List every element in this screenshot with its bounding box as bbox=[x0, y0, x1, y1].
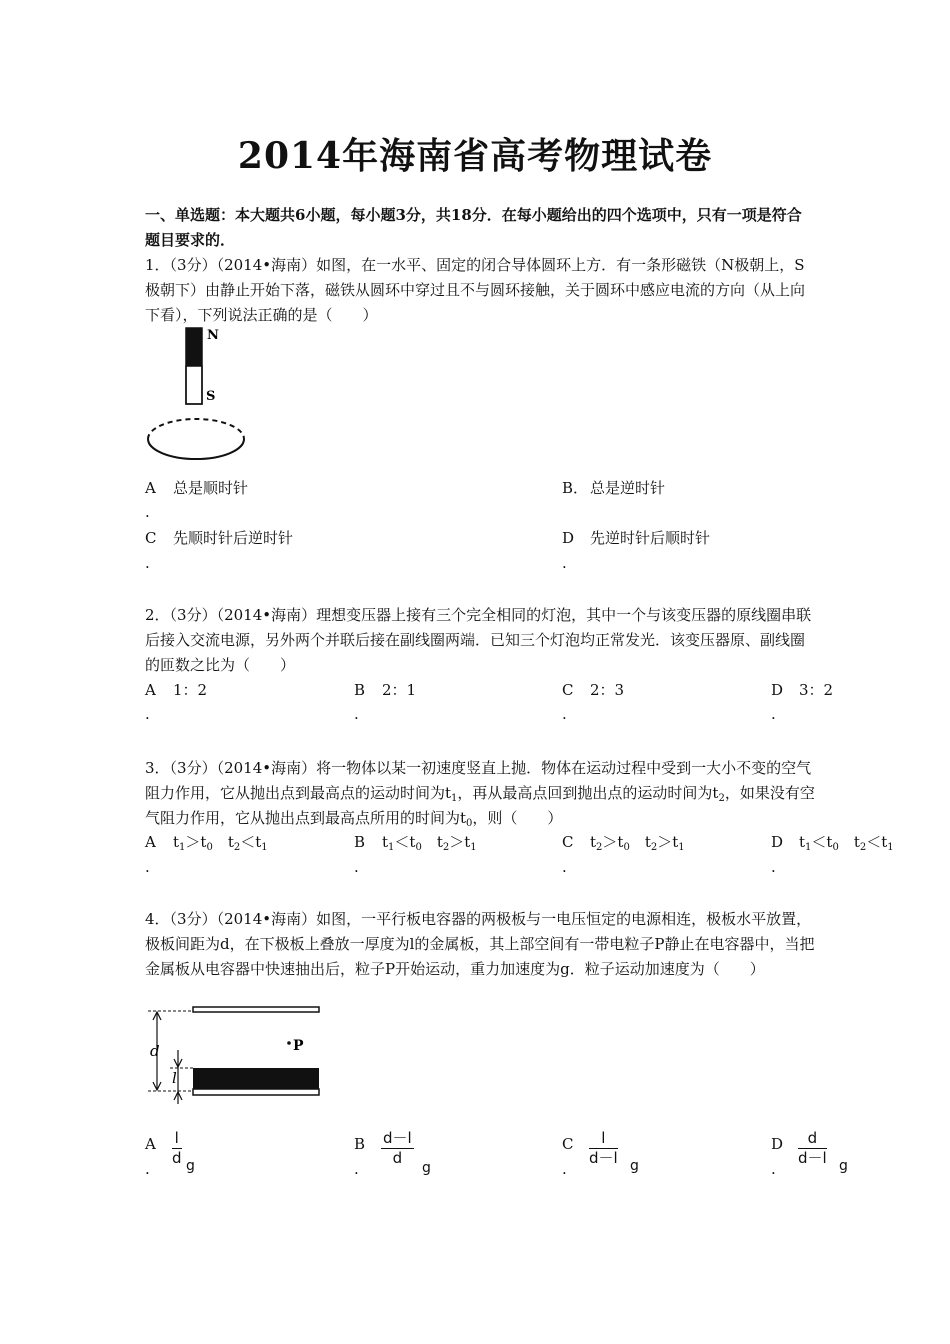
q4-option-c-g: g bbox=[630, 1158, 639, 1174]
q4-option-c-dot: . bbox=[562, 1160, 567, 1178]
q2-option-b[interactable]: B 2：1 bbox=[354, 681, 417, 699]
q3-option-c[interactable]: C $t_2>t_0$ $t_2>t_1$ bbox=[562, 833, 685, 853]
magnet-north-label: N bbox=[207, 328, 219, 343]
q3-option-c-dot: . bbox=[562, 858, 567, 876]
q3-option-a-dot: . bbox=[145, 858, 150, 876]
q2-option-b-dot: . bbox=[354, 705, 359, 723]
upper-plate bbox=[193, 1007, 319, 1012]
q4-option-a-letter[interactable]: A bbox=[145, 1135, 156, 1153]
q1-option-b[interactable]: B． 总是逆时针 bbox=[562, 479, 666, 497]
q2-option-a-dot: . bbox=[145, 705, 150, 723]
q2-option-c-dot: . bbox=[562, 705, 567, 723]
l-label: l bbox=[172, 1069, 177, 1087]
q2-option-a[interactable]: A 1：2 bbox=[145, 681, 208, 699]
q4-option-d-letter[interactable]: D bbox=[771, 1135, 784, 1153]
q4-option-c-letter[interactable]: C bbox=[562, 1135, 574, 1153]
q1-option-a-dot: . bbox=[145, 503, 150, 521]
q3-option-b-dot: . bbox=[354, 858, 359, 876]
page-title: 2014年海南省高考物理试卷 bbox=[237, 135, 713, 177]
question-1-text: 1．（3分）（2014•海南）如图，在一水平、固定的闭合导体圆环上方．有一条形磁铁（N极朝上，S极朝下）由静止开始下落，磁铁从圆环中穿过且不与圆环接触，关于圆环中感应电流的方向（从上向下看），下列说法正确的是（ ） bbox=[145, 256, 806, 324]
q3-option-b[interactable]: B $t_1<t_0$ $t_2>t_1$ bbox=[354, 833, 477, 853]
q2-option-c[interactable]: C 2：3 bbox=[562, 681, 625, 699]
q1-option-a[interactable]: A 总是顺时针 bbox=[145, 479, 249, 497]
magnet-south-label: S bbox=[206, 389, 216, 404]
q3-option-a[interactable]: A $t_1>t_0$ $t_2<t_1$ bbox=[145, 833, 268, 853]
q4-option-a-dot: . bbox=[145, 1160, 150, 1178]
q4-option-d-g: g bbox=[839, 1158, 848, 1174]
q4-option-d-fraction: $\frac{d}{d-l}$ bbox=[798, 1129, 827, 1167]
question-4-text: 4．（3分）（2014•海南）如图，一平行板电容器的两极板与一电压恒定的电源相连，极板水平放置，极板间距为d，在下极板上叠放一厚度为l的金属板，其上部空间有一带电粒子P静止在电容器中，当把金属板从电容器中快速抽出后，粒子P开始运动，重力加速度为g．粒子运动加速度为（ ） bbox=[145, 910, 815, 978]
q4-option-a-g: g bbox=[186, 1158, 195, 1174]
capacitor-figure bbox=[140, 1000, 330, 1110]
q4-option-b-g: g bbox=[422, 1160, 431, 1176]
d-label: d bbox=[150, 1042, 160, 1060]
q3-option-d[interactable]: D $t_1<t_0$ $t_2<t_1$ bbox=[771, 833, 894, 853]
q4-option-b-fraction: $\frac{d-l}{d}$ bbox=[383, 1129, 412, 1167]
q2-option-d[interactable]: D 3：2 bbox=[771, 681, 834, 699]
ring-back-dashed bbox=[148, 419, 244, 439]
ring-front-solid bbox=[148, 439, 244, 459]
particle-p-label: P bbox=[293, 1038, 304, 1054]
section-heading: 一、单选题：本大题共6小题，每小题3分，共18分．在每小题给出的四个选项中，只有一项是符合题目要求的． bbox=[145, 206, 802, 249]
q4-option-c-fraction: $\frac{l}{d-l}$ bbox=[589, 1129, 618, 1167]
magnet-north-half bbox=[186, 328, 202, 366]
magnet-ring-figure bbox=[140, 322, 255, 467]
q1-option-d[interactable]: D 先逆时针后顺时针 bbox=[562, 529, 711, 547]
q4-option-b-letter[interactable]: B bbox=[354, 1135, 366, 1153]
lower-plate bbox=[193, 1089, 319, 1095]
q4-option-a-fraction: $\frac{l}{d}$ bbox=[172, 1129, 182, 1167]
metal-plate bbox=[193, 1068, 319, 1089]
q2-option-d-dot: . bbox=[771, 705, 776, 723]
magnet-south-half bbox=[186, 366, 202, 404]
question-3-text: 3．（3分）（2014•海南）将一物体以某一初速度竖直上抛．物体在运动过程中受到一大小不变的空气阻力作用，它从抛出点到最高点的运动时间为$t_1$，再从最高点回到抛出点的运动时间为$t_2$，如果没有空气阻力作用，它从抛出点到最高点所用的时间为$t_0$，则（ ） bbox=[145, 759, 815, 829]
q1-option-d-dot: . bbox=[562, 554, 567, 572]
q1-option-c[interactable]: C 先顺时针后逆时针 bbox=[145, 529, 294, 547]
q3-option-d-dot: . bbox=[771, 858, 776, 876]
question-2-text: 2．（3分）（2014•海南）理想变压器上接有三个完全相同的灯泡，其中一个与该变压器的原线圈串联后接入交流电源，另外两个并联后接在副线圈两端．已知三个灯泡均正常发光．该变压器原、副线圈的匝数之比为（ ） bbox=[145, 606, 812, 674]
q4-option-b-dot: . bbox=[354, 1160, 359, 1178]
particle-p bbox=[287, 1041, 291, 1045]
q1-option-c-dot: . bbox=[145, 554, 150, 572]
q4-option-d-dot: . bbox=[771, 1160, 776, 1178]
